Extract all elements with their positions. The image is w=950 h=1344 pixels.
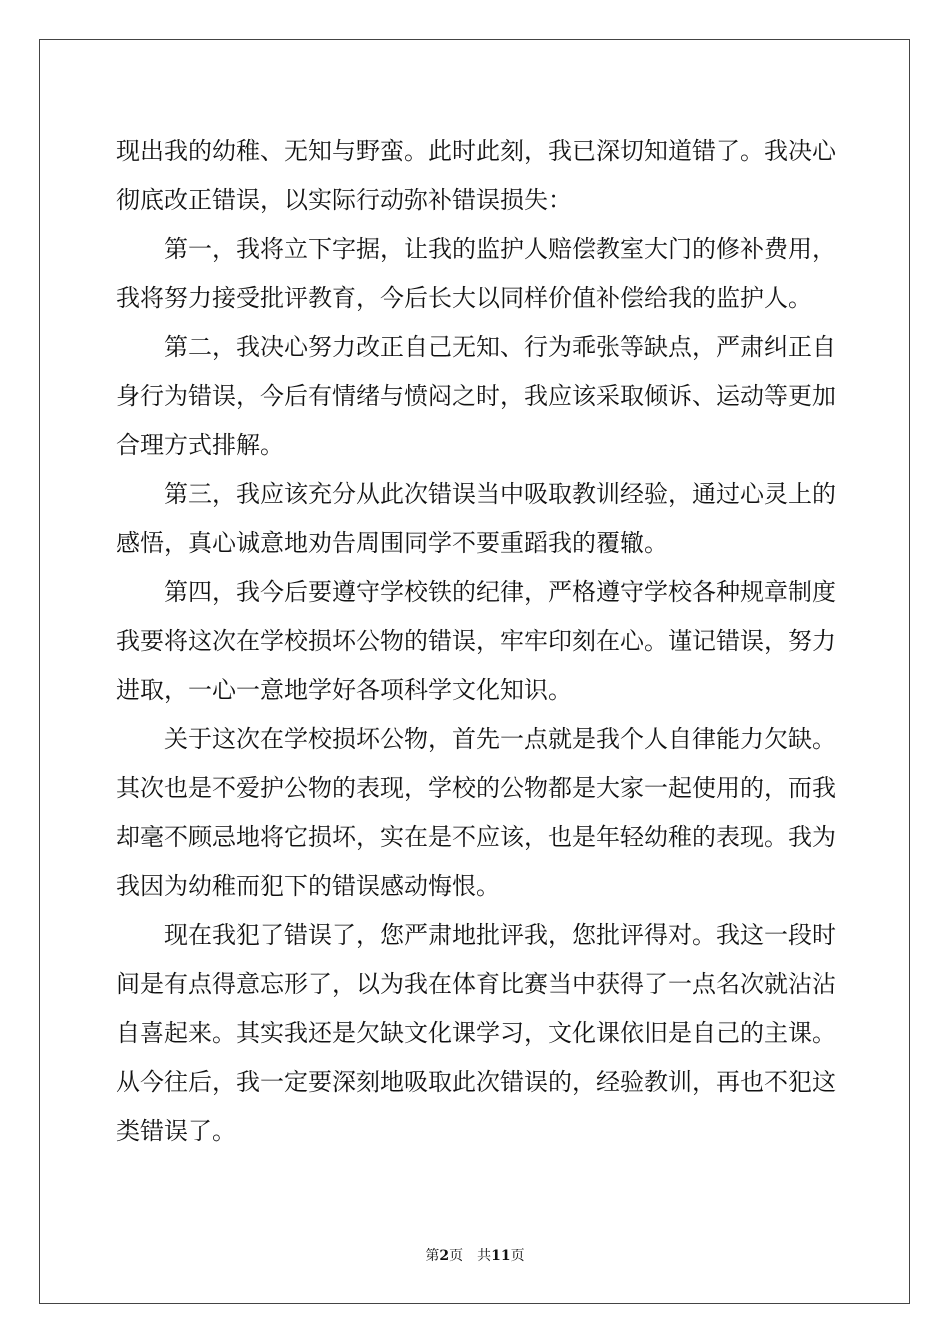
text-line: 却毫不顾忌地将它损坏，实在是不应该，也是年轻幼稚的表现。我为 (116, 823, 836, 851)
page-current: 2 (439, 1248, 450, 1264)
total-suffix: 页 (510, 1248, 525, 1264)
text-line: 进取，一心一意地学好各项科学文化知识。 (116, 676, 572, 704)
text-line: 现在我犯了错误了，您严肃地批评我，您批评得对。我这一段时 (164, 921, 836, 949)
text-line: 其次也是不爱护公物的表现，学校的公物都是大家一起使用的，而我 (116, 774, 836, 802)
text-line: 我因为幼稚而犯下的错误感动悔恨。 (116, 872, 500, 900)
text-line: 感悟，真心诚意地劝告周围同学不要重蹈我的覆辙。 (116, 529, 668, 557)
page-suffix: 页 (449, 1248, 464, 1264)
text-line: 彻底改正错误，以实际行动弥补错误损失： (116, 186, 572, 214)
text-line: 合理方式排解。 (116, 431, 284, 459)
total-prefix: 共 (477, 1248, 492, 1264)
page-footer (0, 1246, 950, 1266)
text-line: 关于这次在学校损坏公物，首先一点就是我个人自律能力欠缺。 (164, 725, 836, 753)
text-line: 我将努力接受批评教育，今后长大以同样价值补偿给我的监护人。 (116, 284, 812, 312)
page-prefix: 第 (425, 1248, 440, 1264)
text-line: 从今往后，我一定要深刻地吸取此次错误的，经验教训，再也不犯这 (116, 1068, 836, 1096)
text-line: 身行为错误，今后有情绪与愤闷之时，我应该采取倾诉、运动等更加 (116, 382, 836, 410)
text-line: 现出我的幼稚、无知与野蛮。此时此刻，我已深切知道错了。我决心 (116, 137, 836, 165)
text-line: 第二，我决心努力改正自己无知、行为乖张等缺点，严肃纠正自 (164, 333, 836, 361)
text-line: 间是有点得意忘形了，以为我在体育比赛当中获得了一点名次就沾沾 (116, 970, 836, 998)
text-line: 自喜起来。其实我还是欠缺文化课学习，文化课依旧是自己的主课。 (116, 1019, 836, 1047)
text-line: 第四，我今后要遵守学校铁的纪律，严格遵守学校各种规章制度 (164, 578, 836, 606)
text-line: 类错误了。 (116, 1117, 236, 1145)
text-line: 第三，我应该充分从此次错误当中吸取教训经验，通过心灵上的 (164, 480, 836, 508)
text-line: 我要将这次在学校损坏公物的错误，牢牢印刻在心。谨记错误，努力 (116, 627, 836, 655)
text-line: 第一，我将立下字据，让我的监护人赔偿教室大门的修补费用， (164, 235, 836, 263)
page-total: 11 (491, 1248, 511, 1264)
